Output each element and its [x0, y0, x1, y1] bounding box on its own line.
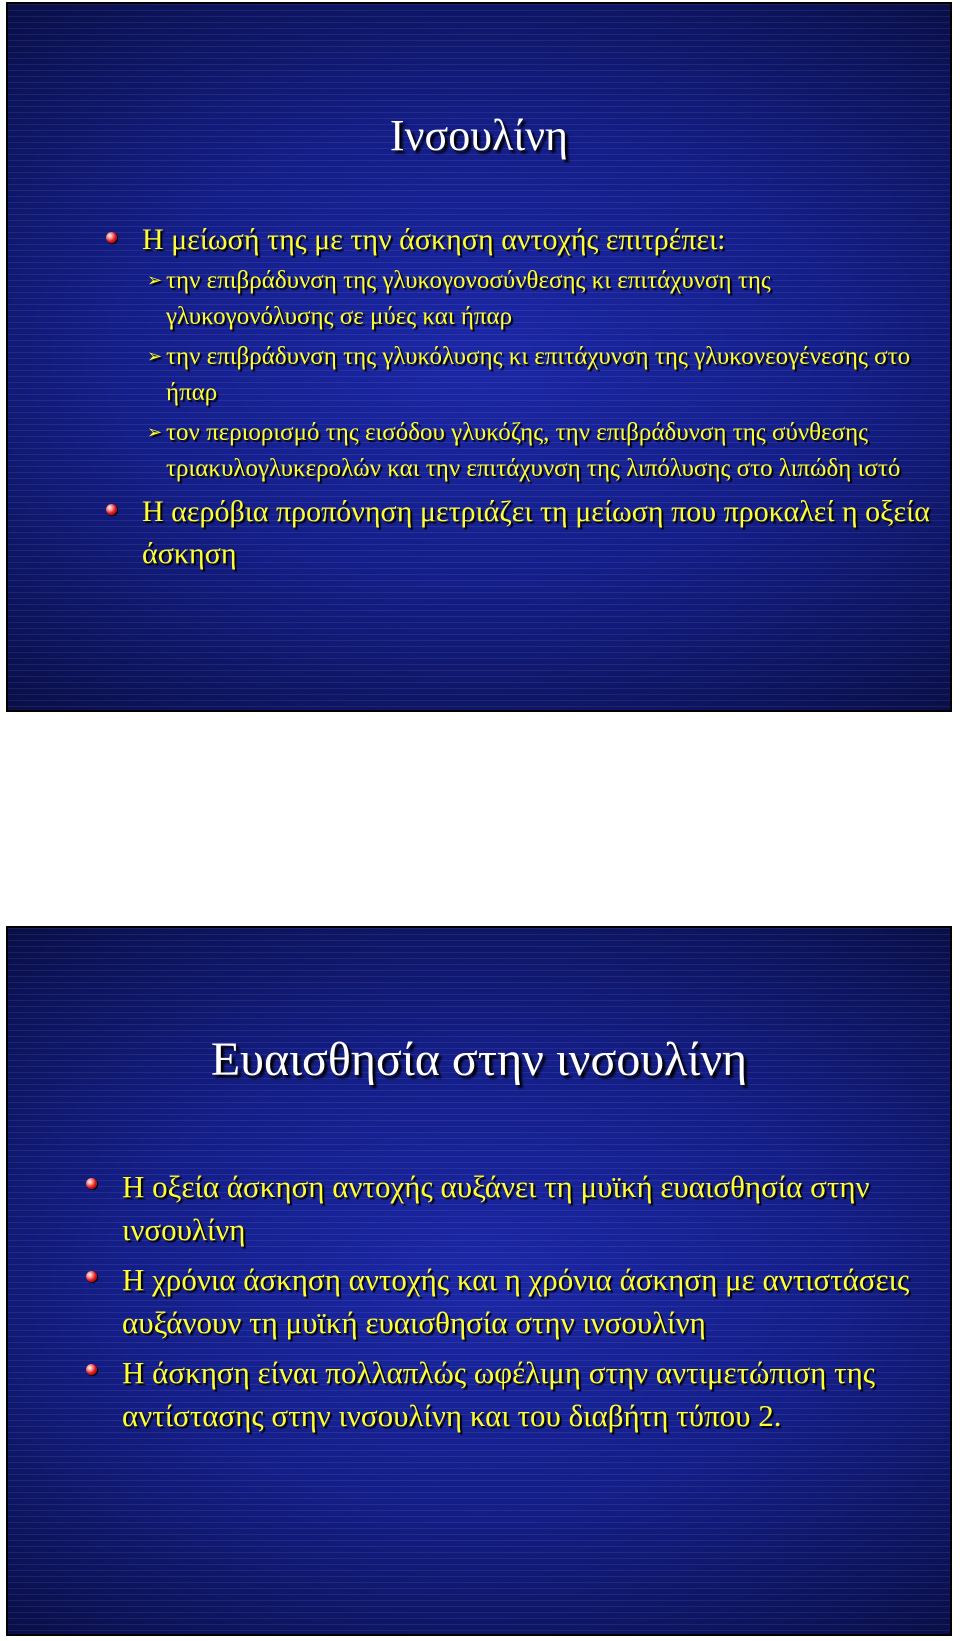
arrowhead-bullet-icon: ➢ [147, 422, 163, 443]
slide-content [106, 219, 936, 575]
bullet-item [86, 1165, 936, 1251]
sub-bullet-text: την επιβράδυνση της γλυκόλυσης κι επιτάχυνση της γλυκονεογένεσης στο ήπαρ [166, 343, 911, 406]
sub-bullet-text: τον περιορισμό της εισόδου γλυκόζης, την επιβράδυνση της σύνθεσης τριακυλογλυκερολών και την επιτάχυνση της λιπόλυσης στο λιπώδη ιστό [166, 419, 901, 482]
slide-title: Ινσουλίνη [389, 111, 569, 160]
red-sphere-bullet-icon [106, 504, 117, 515]
bullet-text: Η μείωσή της με την άσκηση αντοχής επιτρέπει: [142, 223, 726, 256]
sub-bullet-item [106, 263, 936, 335]
red-sphere-bullet-icon [86, 1271, 97, 1282]
bullet-text: Η άσκηση είναι πολλαπλώς ωφέλιμη στην αντιμετώπιση της αντίστασης στην ινσουλίνη και του διαβήτη τύπου 2. [122, 1355, 876, 1433]
bullet-text: Η χρόνια άσκηση αντοχής και η χρόνια άσκηση με αντιστάσεις αυξάνουν τη μυϊκή ευαισθησία στην ινσουλίνη [122, 1262, 910, 1340]
bullet-text: Η οξεία άσκηση αντοχής αυξάνει τη μυϊκή ευαισθησία στην ινσουλίνη [122, 1169, 870, 1247]
red-sphere-bullet-icon [86, 1178, 97, 1189]
bullet-text: Η αερόβια προπόνηση μετριάζει τη μείωση που προκαλεί η οξεία άσκηση [142, 495, 930, 570]
bullet-item [86, 1351, 936, 1437]
arrowhead-bullet-icon: ➢ [147, 270, 163, 291]
red-sphere-bullet-icon [86, 1364, 97, 1375]
slide-content [86, 1165, 936, 1444]
sub-bullet-text: την επιβράδυνση της γλυκογονοσύνθεσης κι επιτάχυνση της γλυκογονόλυσης σε μύες και ήπαρ [166, 267, 771, 330]
slide-insulin [6, 2, 952, 712]
arrowhead-bullet-icon: ➢ [147, 346, 163, 367]
bullet-item [86, 1258, 936, 1344]
sub-bullet-item [106, 339, 936, 411]
slide-title: Ευαισθησία στην ινσουλίνη [210, 1033, 748, 1086]
bullet-item [106, 491, 936, 575]
sub-bullet-item [106, 415, 936, 487]
red-sphere-bullet-icon [106, 232, 117, 243]
slide-insulin-sensitivity [6, 926, 952, 1636]
bullet-item [106, 219, 936, 261]
